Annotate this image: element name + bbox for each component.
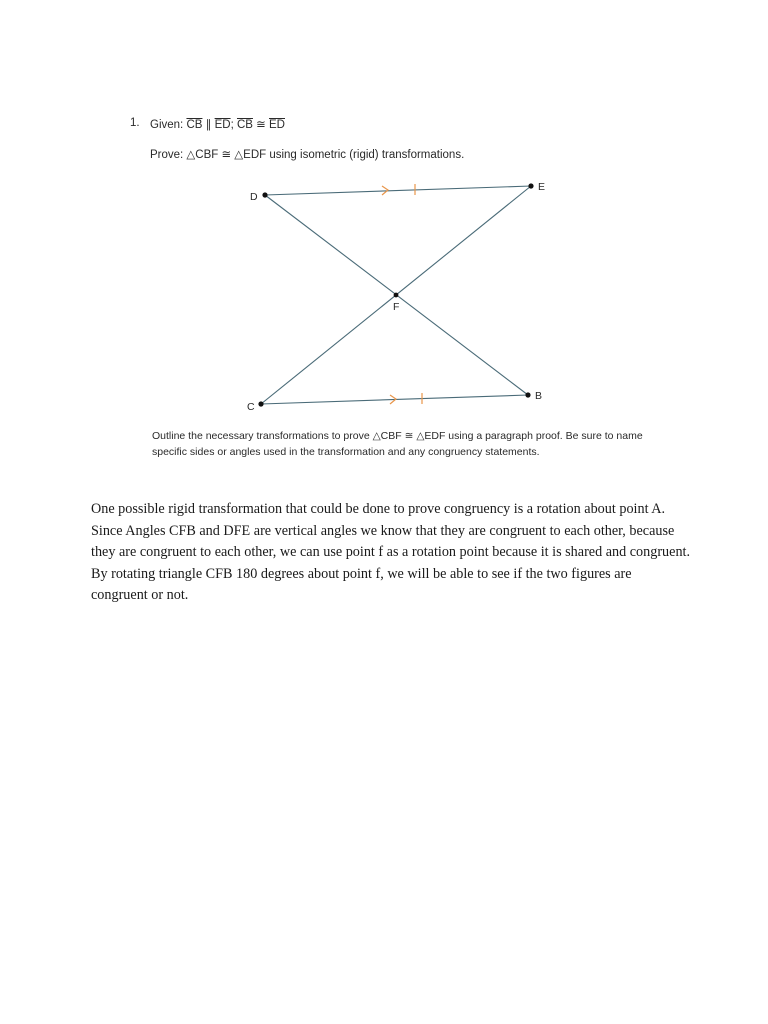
label-b: B bbox=[535, 390, 543, 402]
label-e: E bbox=[538, 181, 546, 193]
label-f: F bbox=[393, 301, 400, 313]
congruent-symbol: ≅ bbox=[256, 119, 266, 131]
segment-ed: $\overline{ED}$ bbox=[214, 119, 231, 131]
answer-paragraph: One possible rigid transformation that could be done to prove congruency is a rotation about point A. Since Angles CFB and DFE are vertical angles we know that they are congruent to each other, because they are congruent to each other, we can use point f as a rotation point because it is shared and congruent. By rotating triangle CFB 180 degrees about point f, we will be able to see if the two figures are congruent or not. bbox=[91, 501, 691, 603]
point-f bbox=[394, 293, 399, 298]
segment-ed-2: $\overline{ED}$ bbox=[269, 119, 285, 131]
point-c bbox=[258, 401, 263, 406]
given-label: Given: bbox=[150, 119, 184, 131]
segment-cb-2: $\overline{CB}$ bbox=[236, 119, 253, 131]
given-line bbox=[150, 117, 285, 131]
segment-de bbox=[265, 186, 531, 195]
point-b bbox=[525, 392, 530, 397]
point-e bbox=[528, 183, 533, 188]
outline-instructions: Outline the necessary transformations to prove △CBF ≅ △EDF using a paragraph proof. Be sure to name specific sides or angles used in the transformation and any congruency statements. bbox=[152, 430, 643, 458]
problem-number: 1. bbox=[130, 117, 140, 129]
point-d bbox=[262, 192, 267, 197]
parallel-symbol: ∥ bbox=[205, 119, 212, 131]
prove-statement: Prove: △CBF ≅ △EDF using isometric (rigid) transformations. bbox=[150, 149, 465, 161]
segment-cb: $\overline{CB}$ bbox=[186, 119, 203, 131]
figure-svg bbox=[230, 170, 560, 420]
label-d: D bbox=[250, 191, 258, 203]
given-separator: ; bbox=[230, 119, 234, 131]
geometry-figure bbox=[230, 170, 560, 420]
label-c: C bbox=[247, 401, 255, 413]
